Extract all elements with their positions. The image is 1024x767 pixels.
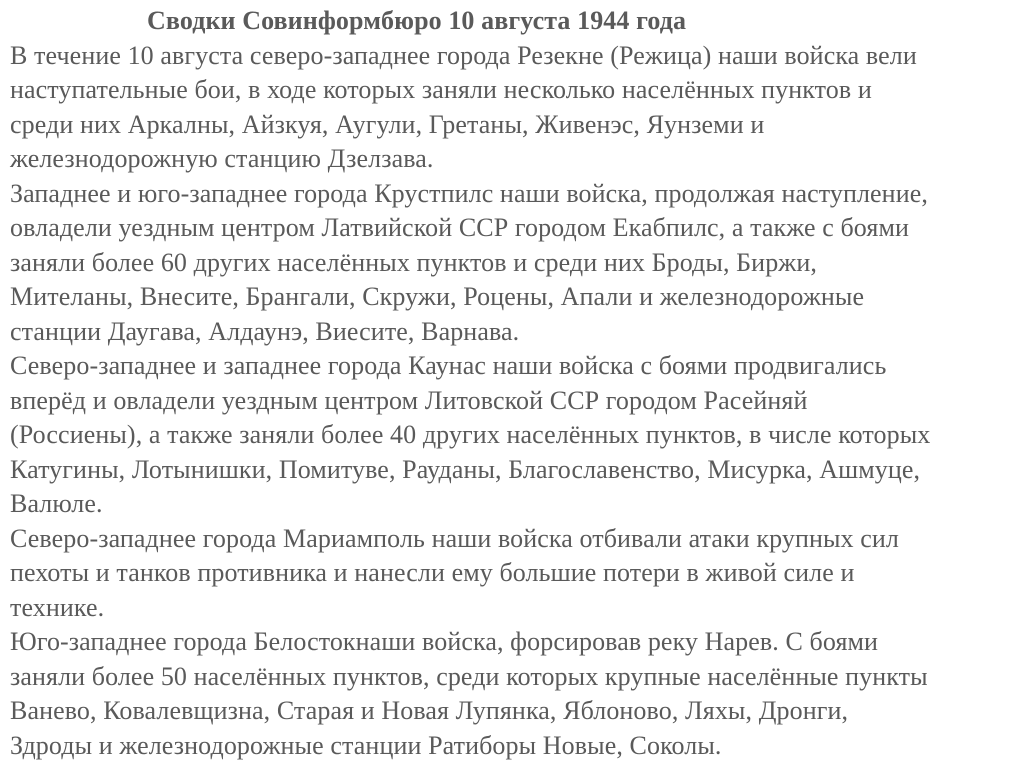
text-line: Северо-западнее города Мариамполь наши войска отбивали атаки крупных сил xyxy=(10,523,899,553)
text-line: (Россиены), а также заняли более 40 других населённых пунктов, в числе которых xyxy=(10,420,931,449)
text-line: станции Даугава, Алдаунэ, Виесите, Варнава. xyxy=(10,316,520,346)
paragraph-belostok xyxy=(10,625,1020,763)
text-line: Катугины, Лотынишки, Помитуве, Рауданы, Благославенство, Мисурка, Ашмуце, xyxy=(10,454,921,484)
text-line: Валюле. xyxy=(10,489,103,518)
text-line: пехоты и танков противника и нанесли ему большие потери в живой силе и xyxy=(10,558,855,587)
text-line: среди них Аркалны, Айзкуя, Аугули, Гретаны, Живенэс, Яунземи и xyxy=(10,109,765,139)
text-line: Ванево, Ковалевщизна, Старая и Новая Лупянка, Яблоново, Ляхы, Дронги, xyxy=(10,696,849,725)
document-title: Сводки Совинформбюро 10 августа 1944 года xyxy=(147,6,687,35)
text-line: заняли более 50 населённых пунктов, среди которых крупные населённые пункты xyxy=(10,661,928,691)
paragraph-rezekne xyxy=(10,39,1020,177)
text-line: Здроды и железнодорожные станции Ратиборы Новые, Соколы. xyxy=(10,730,722,760)
paragraph-mariampol xyxy=(10,522,1020,626)
paragraph-krustpils xyxy=(10,177,1020,350)
text-line: В течение 10 августа северо-западнее города Резекне (Режица) наши войска вели xyxy=(10,40,917,70)
document-page xyxy=(10,4,1020,763)
text-line: Северо-западнее и западнее города Каунас наши войска с боями продвигались xyxy=(10,351,887,380)
text-line: заняли более 60 других населённых пунктов и среди них Броды, Биржи, xyxy=(10,247,817,277)
text-line: Западнее и юго-западнее города Крустпилс наши войска, продолжая наступление, xyxy=(10,178,928,208)
text-line: наступательные бои, в ходе которых заняли несколько населённых пунктов и xyxy=(10,75,872,104)
text-line: железнодорожную станцию Дзелзава. xyxy=(10,144,434,173)
text-line: вперёд и овладели уездным центром Литовской ССР городом Расейняй xyxy=(10,385,808,415)
paragraph-kaunas xyxy=(10,349,1020,522)
text-line: Юго-западнее города Белостокнаши войска, форсировав реку Нарев. С боями xyxy=(10,627,879,656)
text-line: Мителаны, Внесите, Брангали, Скружи, Роцены, Апали и железнодорожные xyxy=(10,282,865,311)
text-line: технике. xyxy=(10,592,105,622)
text-line: овладели уездным центром Латвийской ССР городом Екабпилс, а также с боями xyxy=(10,213,910,242)
